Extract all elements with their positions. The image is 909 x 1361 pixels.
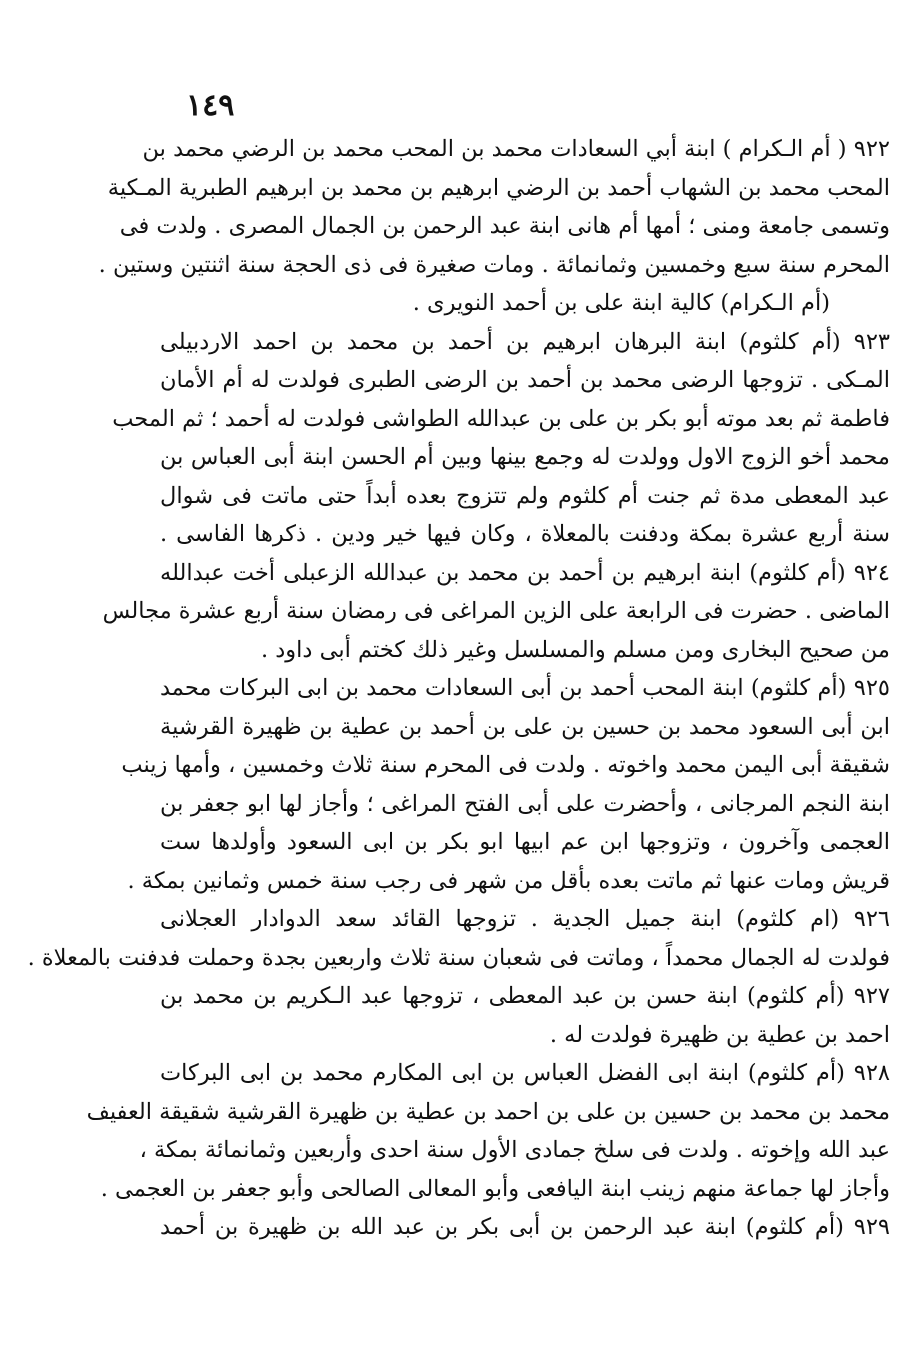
page-number: ١٤٩ bbox=[186, 88, 235, 123]
text-line: (أم الـكرام) كالية ابنة على بن أحمد النويرى . bbox=[412, 290, 830, 316]
text-line: من صحيح البخارى ومن مسلم والمسلسل وغير ذلك كختم أبى داود . bbox=[260, 636, 890, 663]
text-line: وتسمى جامعة ومنى ؛ أمها أم هانى ابنة عبد الرحمن بن الجمال المصرى . ولدت فى bbox=[119, 213, 890, 239]
text-line: وأجاز لها جماعة منهم زينب ابنة اليافعى وأبو المعالى الصالحى وأبو جعفر بن العجمى . bbox=[100, 1175, 890, 1202]
text-line: ٩٢٨ (أم كلثوم) ابنة ابى الفضل العباس بن ابى المكارم محمد بن ابى البركات bbox=[160, 1060, 890, 1086]
text-line: محمد أخو الزوج الاول وولدت له وجمع بينها وبين أم الحسن ابنة أبى العباس بن bbox=[160, 444, 890, 470]
text-line: ابنة النجم المرجانى ، وأحضرت على أبى الفتح المراغى ؛ وأجاز لها ابو جعفر بن bbox=[160, 790, 890, 817]
text-line: قريش ومات عنها ثم ماتت بعده بأقل من شهر فى رجب سنة خمس وثمانين بمكة . bbox=[127, 867, 890, 894]
text-line: المحرم سنة سبع وخمسين وثمانمائة . ومات صغيرة فى ذى الحجة سنة اثنتين وستين . bbox=[98, 251, 890, 278]
text-line: العجمى وآخرون ، وتزوجها ابن عم ابيها ابو بكر بن ابى السعود وأولدها ست bbox=[160, 829, 890, 855]
text-line: المـكى . تزوجها الرضى محمد بن أحمد بن الرضى الطبرى فولدت له أم الأمان bbox=[160, 367, 890, 393]
text-line: ابن أبى السعود محمد بن حسين بن على بن أحمد بن عطية بن ظهيرة القرشية bbox=[160, 713, 890, 740]
text-line: ٩٢٧ (أم كلثوم) ابنة حسن بن عبد المعطى ، تزوجها عبد الـكريم بن محمد بن bbox=[160, 983, 890, 1009]
text-line: شقيقة أبى اليمن محمد واخوته . ولدت فى المحرم سنة ثلاث وخمسين ، وأمها زينب bbox=[121, 752, 890, 778]
text-line: الماضى . حضرت فى الرابعة على الزين المراغى فى رمضان سنة أربع عشرة مجالس bbox=[102, 598, 890, 624]
text-line: فاطمة ثم بعد موته أبو بكر بن على بن عبدالله الطواشى فولدت له أحمد ؛ ثم المحب bbox=[112, 405, 890, 432]
text-line: المحب محمد بن الشهاب أحمد بن الرضي ابرهيم بن محمد بن ابرهيم الطبرية المـكية bbox=[107, 174, 890, 201]
text-line: فولدت له الجمال محمداً ، وماتت فى شعبان سنة ثلاث واربعين بجدة وحملت فدفنت بالمعلاة . bbox=[27, 944, 890, 971]
text-line: ٩٢٤ (أم كلثوم) ابنة ابرهيم بن أحمد بن محمد بن عبدالله الزعبلى أخت عبدالله bbox=[160, 559, 890, 586]
text-line: عبد المعطى مدة ثم جنت أم كلثوم ولم تتزوج بعده أبداً حتى ماتت فى شوال bbox=[160, 482, 890, 509]
text-line: احمد بن عطية بن ظهيرة فولدت له . bbox=[549, 1021, 890, 1048]
text-line: ٩٢٦ (ام كلثوم) ابنة جميل الجدية . تزوجها القائد سعد الدوادار العجلانى bbox=[160, 906, 890, 932]
text-line: محمد بن محمد بن حسين بن على بن احمد بن عطية بن ظهيرة القرشية شقيقة العفيف bbox=[86, 1098, 890, 1125]
text-line: ٩٢٣ (أم كلثوم) ابنة البرهان ابرهيم بن أحمد بن محمد بن احمد الاردبيلى bbox=[160, 328, 890, 355]
text-line: ٩٢٥ (أم كلثوم) ابنة المحب أحمد بن أبى السعادات محمد بن ابى البركات محمد bbox=[160, 675, 890, 701]
body-text bbox=[27, 130, 890, 1247]
text-line: عبد الله وإخوته . ولدت فى سلخ جمادى الأول سنة احدى وأربعين وثمانمائة بمكة ، bbox=[139, 1137, 890, 1163]
text-line: ٩٢٩ (أم كلثوم) ابنة عبد الرحمن بن أبى بكر بن عبد الله بن ظهيرة بن أحمد bbox=[160, 1214, 890, 1240]
text-line: ٩٢٢ ( أم الـكرام ) ابنة أبي السعادات محمد بن المحب محمد بن الرضي محمد بن bbox=[142, 136, 890, 162]
text-line: سنة أربع عشرة بمكة ودفنت بالمعلاة ، وكان فيها خير ودين . ذكرها الفاسى . bbox=[160, 521, 890, 547]
